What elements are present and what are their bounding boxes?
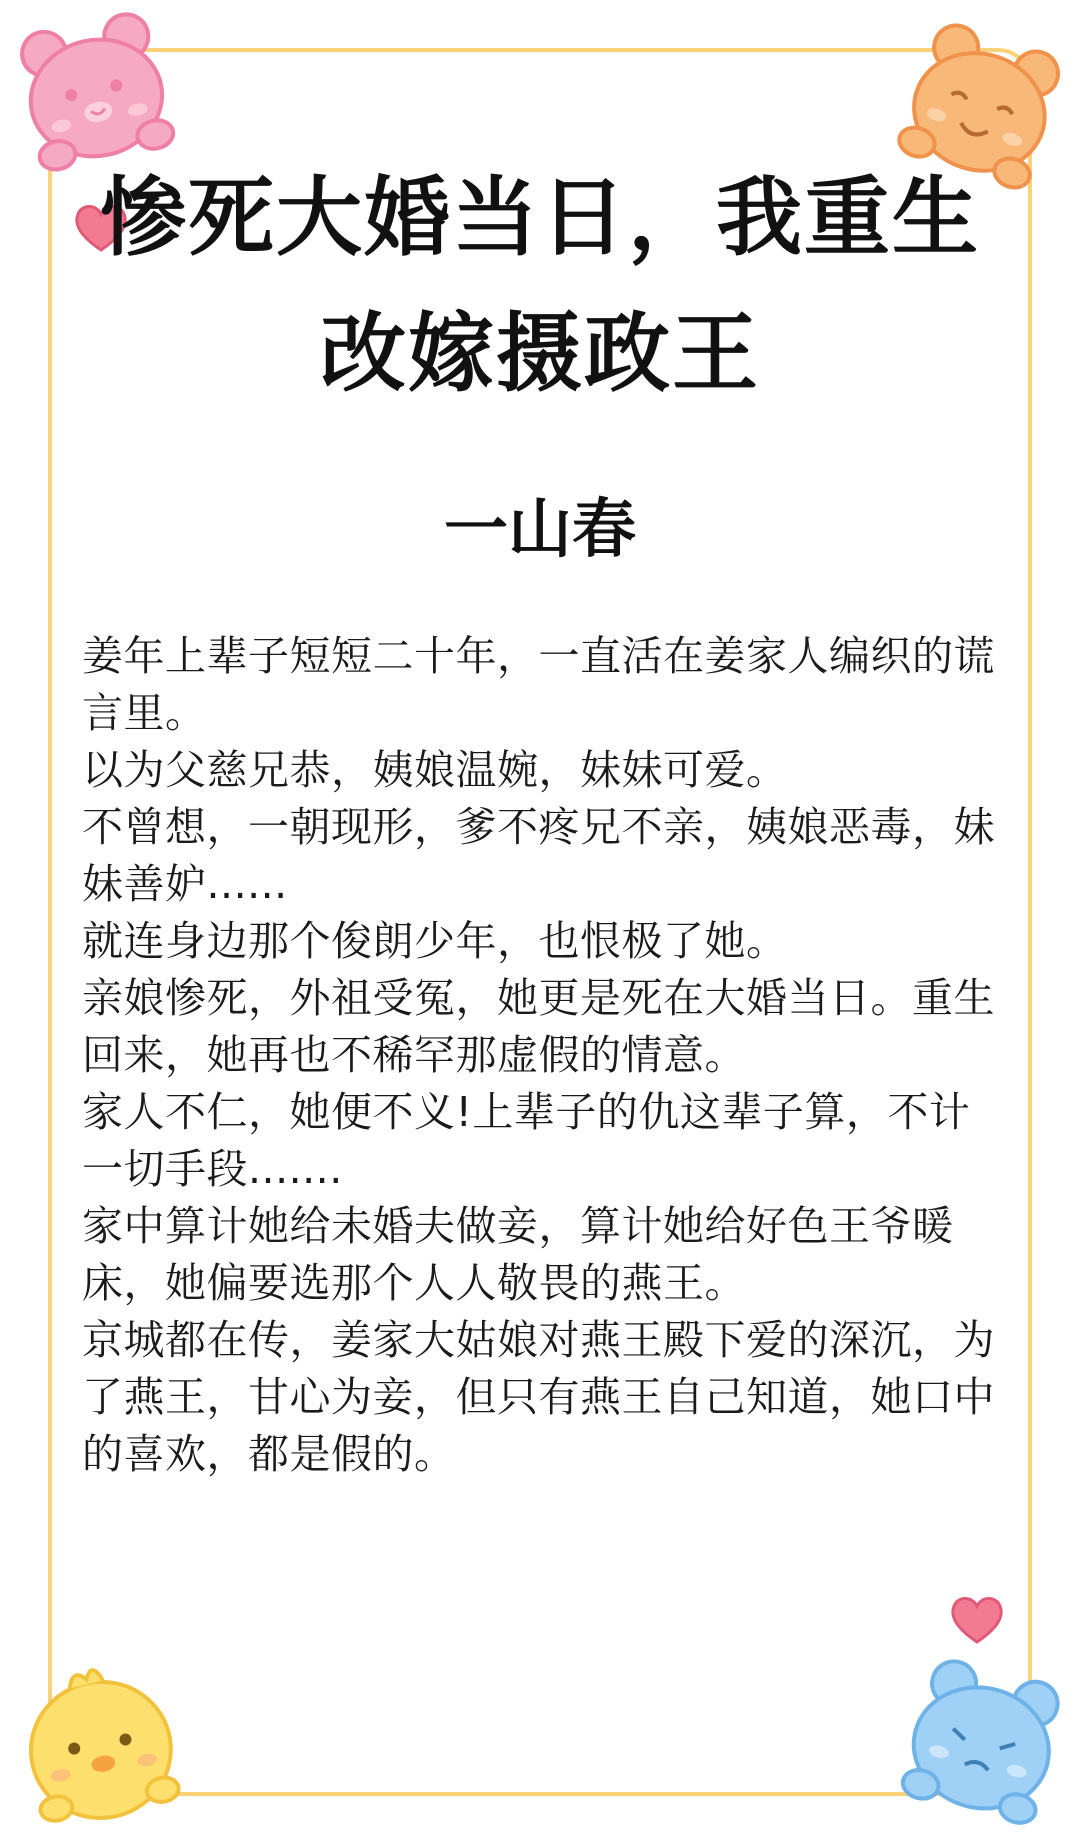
paragraph: 就连身边那个俊朗少年，也恨极了她。 bbox=[82, 917, 788, 965]
synopsis bbox=[82, 628, 1002, 1483]
paragraph: 亲娘惨死，外祖受冤，她更是死在大婚当日。重生回来，她再也不稀罕那虚假的情意。 bbox=[82, 974, 995, 1079]
paragraph: 以为父慈兄恭，姨娘温婉，妹妹可爱。 bbox=[82, 746, 788, 794]
heart-icon bbox=[948, 1592, 1006, 1646]
paragraph: 不曾想，一朝现形，爹不疼兄不亲，姨娘恶毒，妹妹善妒...... bbox=[82, 803, 995, 908]
author-name: 一山春 bbox=[444, 493, 636, 567]
yellow-chick-icon bbox=[10, 1650, 190, 1840]
blue-bear-icon bbox=[890, 1650, 1075, 1840]
paragraph: 家人不仁，她便不义!上辈子的仇这辈子算，不计一切手段....... bbox=[82, 1088, 971, 1193]
book-title: 惨死大婚当日，我重生改嫁摄政王 bbox=[100, 168, 980, 404]
paragraph: 家中算计她给未婚夫做妾，算计她给好色王爷暖床，她偏要选那个人人敬畏的燕王。 bbox=[82, 1202, 954, 1307]
paragraph: 京城都在传，姜家大姑娘对燕王殿下爱的深沉，为了燕王，甘心为妾，但只有燕王自己知道，她口中的喜欢，都是假的。 bbox=[82, 1316, 995, 1478]
paragraph: 姜年上辈子短短二十年，一直活在姜家人编织的谎言里。 bbox=[82, 632, 995, 737]
